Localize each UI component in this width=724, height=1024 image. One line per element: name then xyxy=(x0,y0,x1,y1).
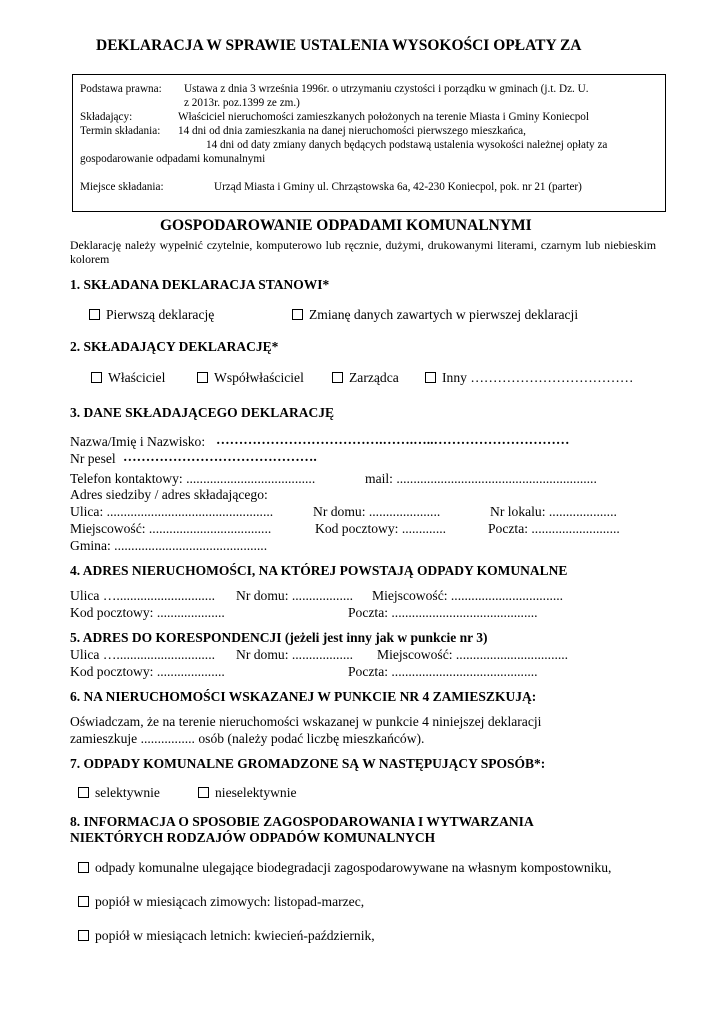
deadline-text-cont: 14 dni od daty zmiany danych będących podstawą ustalenia wysokości należnej opłaty za xyxy=(206,139,608,151)
option-owner[interactable] xyxy=(91,370,165,386)
apartment-number-field[interactable]: Nr lokalu: .................... xyxy=(490,504,617,519)
option-label: popiół w miesiącach zimowych: listopad-marzec, xyxy=(95,894,365,909)
document-title: DEKLARACJA W SPRAWIE USTALENIA WYSOKOŚCI OPŁATY ZA xyxy=(96,37,582,54)
section-5-heading: 5. ADRES DO KORESPONDENCJI (jeżeli jest inny jak w punkcie nr 3) xyxy=(70,630,488,645)
deadline-label: Termin składania: xyxy=(80,125,161,137)
option-label: nieselektywnie xyxy=(215,785,297,800)
form-subtitle: GOSPODAROWANIE ODPADAMI KOMUNALNYMI xyxy=(160,217,532,234)
section-7-heading: 7. ODPADY KOMUNALNE GROMADZONE SĄ W NASTĘPUJĄCY SPOSÓB*: xyxy=(70,756,546,771)
checkbox[interactable] xyxy=(89,309,100,320)
name-label: Nazwa/Imię i Nazwisko: xyxy=(70,434,206,449)
option-co-owner[interactable] xyxy=(197,370,304,386)
place-label: Miejsce składania: xyxy=(80,181,164,193)
street-field[interactable]: Ulica: ................................................. xyxy=(70,504,274,519)
checkbox[interactable] xyxy=(292,309,303,320)
residents-statement: Oświadczam, że na terenie nieruchomości wskazanej w punkcie 4 niniejszej deklaracji xyxy=(70,714,542,729)
property-street-field[interactable]: Ulica …............................. xyxy=(70,588,215,603)
option-manager[interactable] xyxy=(332,370,399,386)
deadline-text: 14 dni od dnia zamieszkania na danej nieruchomości pierwszego mieszkańca, xyxy=(178,125,526,137)
phone-field[interactable]: Telefon kontaktowy: ...................................... xyxy=(70,471,316,486)
property-city-field[interactable]: Miejscowość: ................................. xyxy=(372,588,564,603)
place-text: Urząd Miasta i Gminy ul. Chrząstowska 6a, 42-230 Koniecpol, pok. nr 21 (parter) xyxy=(214,181,582,193)
correspondence-city-field[interactable]: Miejscowość: ................................. xyxy=(377,647,569,662)
option-other[interactable] xyxy=(425,370,633,386)
legal-basis-text: Ustawa z dnia 3 września 1996r. o utrzymaniu czystości i porządku w gminach (j.t. Dz. U. xyxy=(184,83,589,95)
option-label: Pierwszą deklarację xyxy=(106,307,215,322)
deadline-text-cont2: gospodarowanie odpadami komunalnymi xyxy=(80,153,266,165)
pesel-label: Nr pesel xyxy=(70,451,116,466)
checkbox[interactable] xyxy=(78,862,89,873)
option-label: Zmianę danych zawartych w pierwszej deklaracji xyxy=(309,307,579,322)
municipality-field[interactable]: Gmina: ............................................. xyxy=(70,538,268,553)
checkbox[interactable] xyxy=(198,787,209,798)
property-house-number-field[interactable]: Nr domu: .................. xyxy=(236,588,354,603)
checkbox[interactable] xyxy=(332,372,343,383)
section-3-heading: 3. DANE SKŁADAJĄCEGO DEKLARACJĘ xyxy=(70,405,335,420)
option-label: Właściciel xyxy=(108,370,166,385)
option-non-selective[interactable] xyxy=(198,785,297,801)
option-label: selektywnie xyxy=(95,785,160,800)
post-office-field[interactable]: Poczta: .......................... xyxy=(488,521,620,536)
residents-count-field[interactable]: zamieszkuje ................ osób (należy podać liczbę mieszkańców). xyxy=(70,731,425,746)
correspondence-post-office-field[interactable]: Poczta: ........................................... xyxy=(348,664,538,679)
address-label: Adres siedziby / adres składającego: xyxy=(70,487,268,502)
option-label: Zarządca xyxy=(349,370,399,385)
section-8-heading-cont: NIEKTÓRYCH RODZAJÓW ODPADÓW KOMUNALNYCH xyxy=(70,830,436,845)
city-field[interactable]: Miejscowość: .................................... xyxy=(70,521,272,536)
option-ash-winter[interactable] xyxy=(78,894,364,910)
correspondence-street-field[interactable]: Ulica …............................. xyxy=(70,647,215,662)
property-post-office-field[interactable]: Poczta: ........................................... xyxy=(348,605,538,620)
house-number-field[interactable]: Nr domu: ..................... xyxy=(313,504,441,519)
option-selective[interactable] xyxy=(78,785,160,801)
property-postal-code-field[interactable]: Kod pocztowy: .................... xyxy=(70,605,225,620)
option-label: popiół w miesiącach letnich: kwiecień-październik, xyxy=(95,928,375,943)
option-label: Inny ……………………………… xyxy=(442,370,634,385)
option-first-declaration[interactable] xyxy=(89,307,214,323)
name-field[interactable]: ……………………………….…….…..………………………… xyxy=(216,432,570,447)
legal-basis-label: Podstawa prawna: xyxy=(80,83,162,95)
legal-basis-text-cont: z 2013r. poz.1399 ze zm.) xyxy=(184,97,300,109)
checkbox[interactable] xyxy=(197,372,208,383)
submitter-text: Właściciel nieruchomości zamieszkanych położonych na terenie Miasta i Gminy Koniecpol xyxy=(178,111,589,123)
correspondence-house-number-field[interactable]: Nr domu: .................. xyxy=(236,647,354,662)
option-data-change[interactable] xyxy=(292,307,578,323)
correspondence-postal-code-field[interactable]: Kod pocztowy: .................... xyxy=(70,664,225,679)
pesel-field[interactable]: ……………………………………. xyxy=(123,449,317,464)
checkbox[interactable] xyxy=(91,372,102,383)
checkbox[interactable] xyxy=(78,896,89,907)
checkbox[interactable] xyxy=(78,787,89,798)
mail-field[interactable]: mail: ........................................................... xyxy=(365,471,597,486)
option-ash-summer[interactable] xyxy=(78,928,375,944)
intro-instructions: Deklarację należy wypełnić czytelnie, komputerowo lub ręcznie, dużymi, drukowanymi literami, czarnym lub niebieskim kolorem xyxy=(70,238,656,266)
option-label: Współwłaściciel xyxy=(214,370,304,385)
section-8-heading: 8. INFORMACJA O SPOSOBIE ZAGOSPODAROWANIA I WYTWARZANIA xyxy=(70,814,534,829)
submitter-label: Składający: xyxy=(80,111,133,123)
section-4-heading: 4. ADRES NIERUCHOMOŚCI, NA KTÓREJ POWSTAJĄ ODPADY KOMUNALNE xyxy=(70,563,568,578)
section-6-heading: 6. NA NIERUCHOMOŚCI WSKAZANEJ W PUNKCIE NR 4 ZAMIESZKUJĄ: xyxy=(70,689,537,704)
postal-code-field[interactable]: Kod pocztowy: ............. xyxy=(315,521,447,536)
section-2-heading: 2. SKŁADAJĄCY DEKLARACJĘ* xyxy=(70,339,279,354)
checkbox[interactable] xyxy=(78,930,89,941)
section-1-heading: 1. SKŁADANA DEKLARACJA STANOWI* xyxy=(70,277,330,292)
option-compost[interactable] xyxy=(78,860,611,876)
option-label: odpady komunalne ulegające biodegradacji zagospodarowywane na własnym kompostowniku, xyxy=(95,860,612,875)
checkbox[interactable] xyxy=(425,372,436,383)
